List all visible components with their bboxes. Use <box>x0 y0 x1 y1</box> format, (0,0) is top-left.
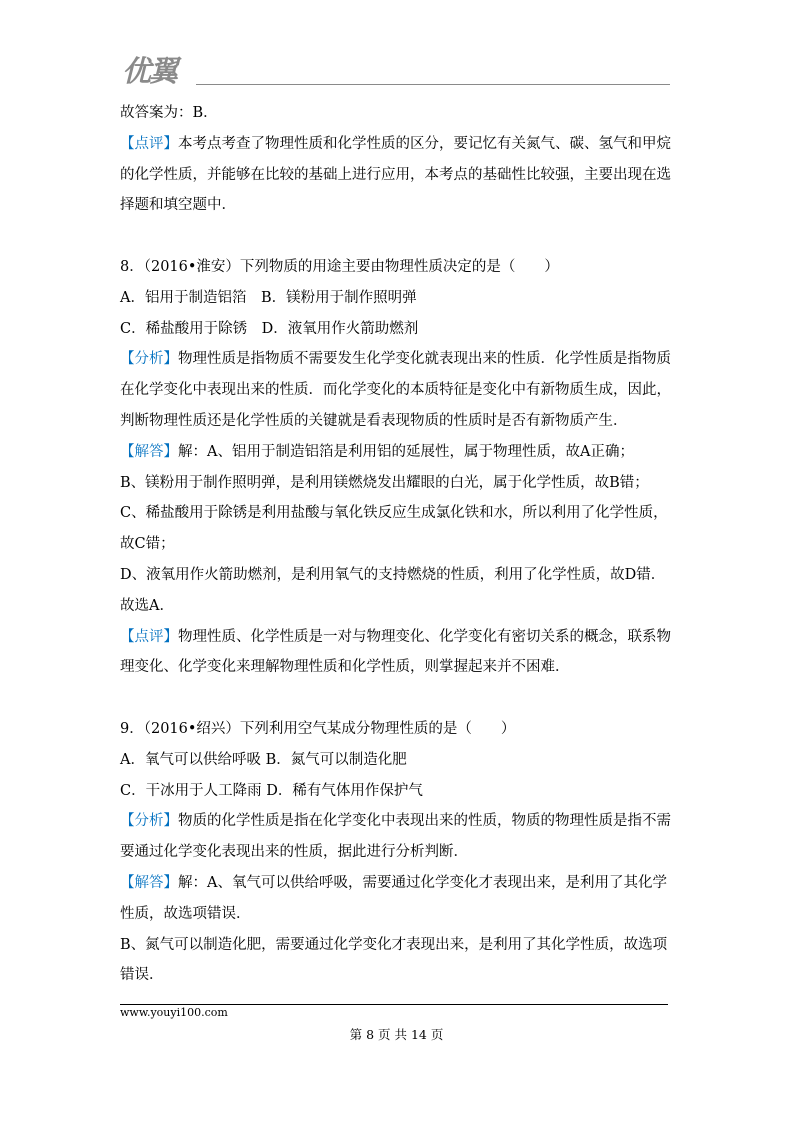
footer-rule <box>120 1004 668 1005</box>
question-8-answer-b: B、镁粉用于制作照明弹，是利用镁燃烧发出耀眼的白光，属于化学性质，故B错； <box>120 474 649 491</box>
question-8-stem: 8．（2016•淮安）下列物质的用途主要由物理性质决定的是（ ） <box>120 258 559 275</box>
footer-url: www.youyi100.com <box>120 1006 228 1019</box>
section-gap <box>120 683 680 714</box>
answer-text: 解：A、铝用于制造铝箔是利用铝的延展性，属于物理性质，故A正确； <box>178 443 634 460</box>
answer-tag: 【解答】 <box>120 874 178 891</box>
page-number: 第 8 页 共 14 页 <box>349 1027 444 1042</box>
question-8-comment <box>120 622 680 684</box>
question-9-options-cd: C．干冰用于人工降雨 D．稀有气体用作保护气 <box>120 782 423 799</box>
question-9-options-ab: A．氧气可以供给呼吸 B．氮气可以制造化肥 <box>120 751 407 768</box>
question-9-stem: 9．（2016•绍兴）下列利用空气某成分物理性质的是（ ） <box>120 720 516 737</box>
comment-text: 物理性质、化学性质是一对与物理变化、化学变化有密切关系的概念，联系物理变化、化学变化来理解物理性质和化学性质，则掌握起来并不困难． <box>120 628 671 676</box>
question-9-answer-a <box>120 868 680 930</box>
brand-logo: 优翼 <box>122 54 177 88</box>
question-8-options-ab: A．铝用于制造铝箔 B．镁粉用于制作照明弹 <box>120 289 417 306</box>
question-8-answer-a <box>120 437 680 468</box>
question-9-answer-b: B、氮气可以制造化肥，需要通过化学变化才表现出来，是利用了其化学性质，故选项错误． <box>120 936 668 984</box>
document-body <box>120 98 680 991</box>
question-8-answer-d: D、液氧用作火箭助燃剂，是利用氧气的支持燃烧的性质，利用了化学性质，故D错． <box>120 566 666 583</box>
analysis-tag: 【分析】 <box>120 351 178 368</box>
answer-tag: 【解答】 <box>120 443 178 460</box>
analysis-tag: 【分析】 <box>120 813 178 830</box>
analysis-text: 物质的化学性质是指在化学变化中表现出来的性质，物质的物理性质是指不需要通过化学变化表现出来的性质，据此进行分析判断． <box>120 813 671 861</box>
comment-tag: 【点评】 <box>120 135 178 152</box>
question-8-answer-c: C、稀盐酸用于除锈是利用盐酸与氧化铁反应生成氯化铁和水，所以利用了化学性质，故C错； <box>120 505 668 553</box>
answer-line: 故答案为：B． <box>120 105 218 121</box>
comment-tag: 【点评】 <box>120 628 178 645</box>
question-8-choice: 故选A． <box>120 597 174 614</box>
comment-paragraph <box>120 129 680 221</box>
question-9-analysis <box>120 806 680 868</box>
comment-text: 本考点考查了物理性质和化学性质的区分，要记忆有关氮气、碳、氢气和甲烷的化学性质，并能够在比较的基础上进行应用，本考点的基础性比较强，主要出现在选择题和填空题中． <box>120 135 671 214</box>
answer-text: 解：A、氧气可以供给呼吸，需要通过化学变化才表现出来，是利用了其化学性质，故选项错误． <box>120 874 667 922</box>
analysis-text: 物理性质是指物质不需要发生化学变化就表现出来的性质．化学性质是指物质在化学变化中表现出来的性质．而化学变化的本质特征是变化中有新物质生成，因此，判断物理性质还是化学性质的关键就是看表现物质的性质时是否有新物质产生． <box>120 351 671 429</box>
section-gap <box>120 221 680 252</box>
question-8-analysis <box>120 344 680 436</box>
header-rule <box>196 84 670 85</box>
question-8-options-cd: C．稀盐酸用于除锈 D．液氧用作火箭助燃剂 <box>120 320 419 337</box>
